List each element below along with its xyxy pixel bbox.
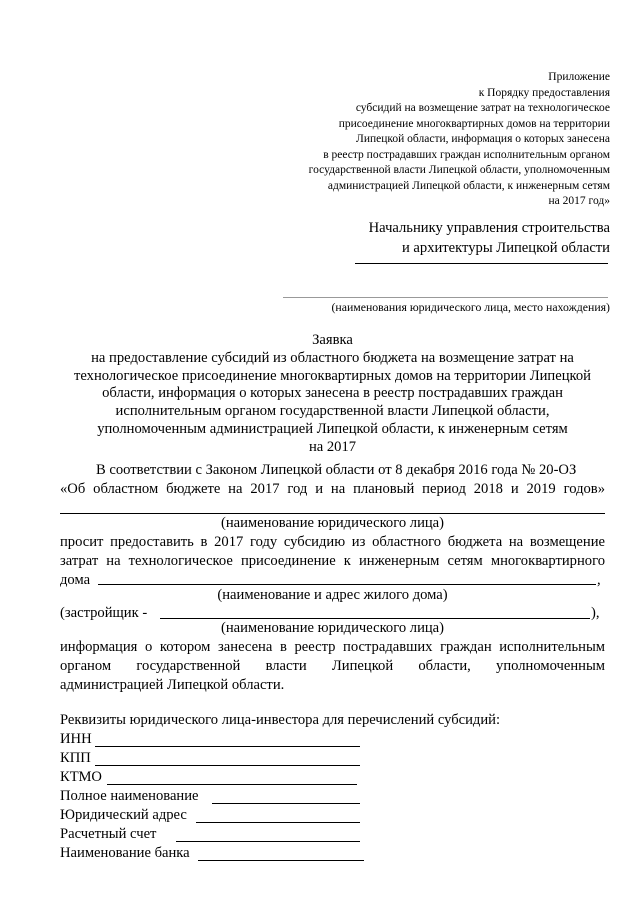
appendix-line: Липецкой области, информация о которых занесена [356,133,610,145]
kpp-field[interactable] [95,765,360,766]
appendix-line: в реестр пострадавших граждан исполнительным органом [323,148,610,161]
paragraph-2-line-1: просит предоставить в 2017 году субсидию из областного бюджета на возмещение [60,534,605,550]
paragraph-2-line-3-prefix: дома [60,572,91,588]
title-line: уполномоченным администрацией Липецкой области, к инженерным сетям [97,420,568,437]
addressee-block [369,218,610,258]
addressee-line-2: и архитектуры Липецкой области [401,240,610,256]
requisite-label: КПП [60,750,91,766]
developer-caption: (наименование юридического лица) [220,620,445,636]
applicant-caption: (наименования юридического лица, место нахождения) [331,300,610,314]
title-heading: Заявка [312,332,353,348]
addressee-line-1: Начальнику управления строительства [368,220,610,236]
requisite-full-name [60,788,199,805]
house-field[interactable] [98,584,596,585]
house-caption: (наименование и адрес жилого дома) [217,587,448,603]
developer-field[interactable] [160,618,590,619]
title-line: на 2017 [308,438,357,455]
paragraph-3-line-2: органом государственной власти Липецкой области, уполномоченным [60,658,605,674]
paragraph-2-line-2: затрат на технологическое присоединение к инженерным сетям многоквартирного [60,553,605,569]
paragraph-2-line-3-suffix: , [597,572,601,588]
appendix-line: к Порядку предоставления [478,86,610,99]
requisite-label: Юридический адрес [60,807,187,823]
paragraph-3-line-3: администрацией Липецкой области. [60,677,285,693]
legal-address-field[interactable] [196,822,360,823]
applicant-field[interactable] [283,297,608,298]
addressee-signature-field[interactable] [355,263,608,264]
requisite-label: ИНН [60,731,92,747]
paragraph-3-line-1: информация о котором занесена в реестр пострадавших граждан исполнительным [60,639,605,655]
title-line: области, информация о которых занесена в реестр пострадавших граждан [102,385,563,402]
requisite-label: Наименование банка [60,845,190,861]
appendix-line: субсидий на возмещение затрат на технологическое [355,102,610,114]
requisite-inn [60,731,92,748]
inn-field[interactable] [95,746,360,747]
requisite-bank-name [60,845,190,862]
bank-name-field[interactable] [198,860,364,861]
application-title [60,332,605,457]
requisite-ktmo [60,769,102,786]
requisite-label: КТМО [60,769,102,785]
legal-entity-caption: (наименование юридического лица) [220,515,445,531]
appendix-line: присоединение многоквартирных домов на территории [338,117,610,130]
developer-suffix: ), [591,605,600,621]
account-field[interactable] [176,841,360,842]
full-name-field[interactable] [212,803,360,804]
appendix-line: администрацией Липецкой области, к инженерным сетям [327,179,610,192]
requisite-kpp [60,750,91,767]
appendix-line: государственной власти Липецкой области, уполномоченным [308,164,610,176]
ktmo-field[interactable] [107,784,357,785]
title-line: на предоставление субсидий из областного бюджета на возмещение затрат на [91,349,574,366]
requisite-account [60,826,156,843]
appendix-line: Приложение [548,71,610,83]
appendix-line: на 2017 год» [548,195,610,207]
paragraph-1-line-1: В соответствии с Законом Липецкой области от 8 декабря 2016 года № 20-ОЗ [96,462,577,478]
title-line: исполнительным органом государственной власти Липецкой области, [115,403,550,420]
requisites-heading: Реквизиты юридического лица-инвестора для перечислений субсидий: [60,712,501,728]
legal-entity-field[interactable] [60,513,605,514]
developer-prefix: (застройщик - [60,605,148,621]
title-line: технологическое присоединение многоквартирных домов на территории Липецкой [74,367,591,384]
requisite-legal-address [60,807,187,824]
requisite-label: Полное наименование [60,788,199,804]
paragraph-1-line-2: «Об областном бюджете на 2017 год и на плановый период 2018 и 2019 годов» [60,481,605,497]
appendix-block [280,70,610,210]
requisite-label: Расчетный счет [60,826,157,842]
